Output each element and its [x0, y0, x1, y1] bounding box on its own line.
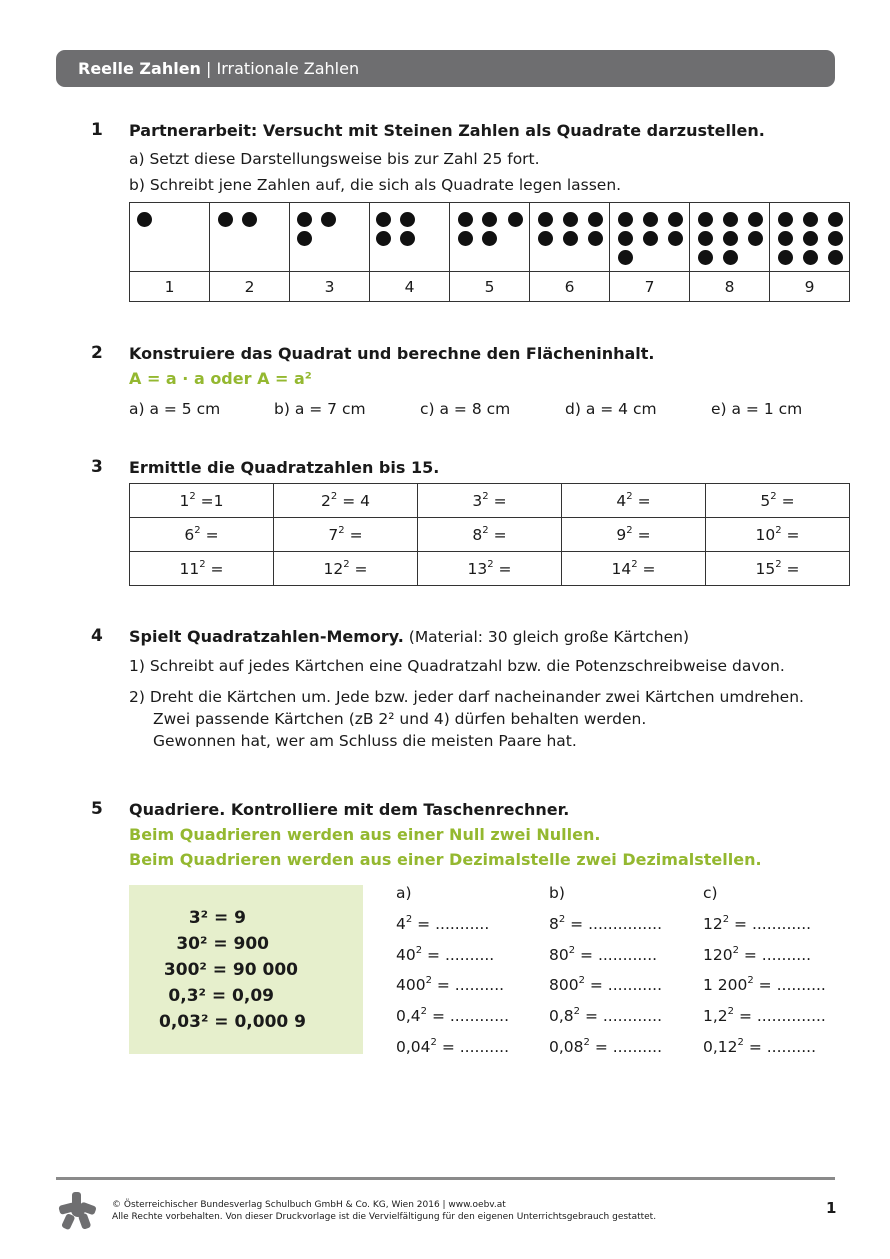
- cell-result: =: [344, 525, 363, 544]
- column-head: c): [703, 884, 718, 902]
- cell-result: =: [632, 491, 651, 510]
- stone: [778, 250, 793, 265]
- stone: [563, 212, 578, 227]
- task3-number: 3: [91, 457, 103, 477]
- cell-result: =: [349, 559, 368, 578]
- stones-label: 4: [370, 272, 450, 302]
- exercise-column-b: [549, 884, 662, 1069]
- examples-list: [129, 908, 311, 1038]
- exercise-column-c: [703, 884, 826, 1069]
- stones-cell-9: [770, 203, 850, 272]
- stones-label: 3: [290, 272, 370, 302]
- example-line: 0,03² = 0,000 9: [159, 1012, 306, 1032]
- cell-exponent: 2: [482, 490, 489, 502]
- task4-item1: 1) Schreibt auf jedes Kärtchen eine Quadratzahl bzw. die Potenzschreibweise davon.: [129, 657, 785, 675]
- footer-copyright: © Österreichischer Bundesverlag Schulbuch GmbH & Co. KG, Wien 2016 | www.oebv.at: [112, 1200, 506, 1210]
- footer-rights: Alle Rechte vorbehalten. Von dieser Druckvorlage ist die Vervielfältigung für den eigenen Unterrichtsgebrauch gestattet.: [112, 1212, 657, 1222]
- cell-base: 9: [616, 525, 627, 544]
- stone: [643, 231, 658, 246]
- exercise-item: $400^2$ = ..........: [396, 975, 505, 995]
- table-row: [130, 518, 850, 552]
- table-row: [130, 552, 850, 586]
- exercise-item: $800^2$ = ...........: [549, 975, 663, 995]
- task2-number: 2: [91, 343, 103, 363]
- table-cell: [274, 518, 418, 552]
- stones-cell-4: [370, 203, 450, 272]
- example-line: 30² = 900: [176, 934, 269, 954]
- task2-formula: A = a · a oder A = a²: [129, 369, 312, 388]
- exercise-item: $0,4^2$ = ............: [396, 1006, 509, 1026]
- stone: [538, 212, 553, 227]
- stone: [828, 231, 843, 246]
- task5-rule1: Beim Quadrieren werden aus einer Null zwei Nullen.: [129, 825, 601, 844]
- table-cell: [706, 518, 850, 552]
- stone: [538, 231, 553, 246]
- task1-b: b) Schreibt jene Zahlen auf, die sich als Quadrate legen lassen.: [129, 176, 622, 194]
- table-cell: [418, 552, 562, 586]
- table-cell: [562, 518, 706, 552]
- cell-exponent: 2: [194, 524, 201, 536]
- cell-result: =: [200, 525, 219, 544]
- stone: [698, 212, 713, 227]
- exercise-item: $8^2$ = ...............: [549, 913, 662, 933]
- stones-cell-1: [130, 203, 210, 272]
- task3-title: Ermittle die Quadratzahlen bis 15.: [129, 458, 440, 477]
- task2-item-d: d) a = 4 cm: [565, 400, 657, 418]
- stone: [297, 212, 312, 227]
- stone: [698, 250, 713, 265]
- cell-result: =1: [195, 491, 224, 510]
- cell-result: =: [488, 525, 507, 544]
- task5-number: 5: [91, 799, 103, 819]
- task1-title: Partnerarbeit: Versucht mit Steinen Zahlen als Quadrate darzustellen.: [129, 121, 765, 140]
- stones-label-row: [130, 272, 850, 302]
- stones-cell-2: [210, 203, 290, 272]
- stone: [321, 212, 336, 227]
- stone: [458, 231, 473, 246]
- task1-a: a) Setzt diese Darstellungsweise bis zur Zahl 25 fort.: [129, 150, 540, 168]
- stone: [588, 212, 603, 227]
- stone: [668, 212, 683, 227]
- table-cell: [130, 552, 274, 586]
- table-cell: [274, 484, 418, 518]
- stones-label: 1: [130, 272, 210, 302]
- cell-base: 4: [616, 491, 627, 510]
- cell-exponent: 2: [487, 558, 494, 570]
- stone: [218, 212, 233, 227]
- exercise-item: $80^2$ = ............: [549, 944, 658, 964]
- stone: [723, 212, 738, 227]
- example-line: 300² = 90 000: [163, 960, 298, 980]
- cell-base: 5: [760, 491, 771, 510]
- exercise-item: $40^2$ = ..........: [396, 944, 495, 964]
- header-separator: |: [206, 59, 212, 78]
- stones-row: [130, 203, 850, 272]
- cell-base: 7: [328, 525, 339, 544]
- table-row: [130, 484, 850, 518]
- stones-label: 7: [610, 272, 690, 302]
- task4-title: Spielt Quadratzahlen-Memory.: [129, 627, 404, 646]
- stone: [828, 250, 843, 265]
- table-cell: [706, 552, 850, 586]
- task2-item-c: c) a = 8 cm: [420, 400, 511, 418]
- exercise-item: $0,08^2$ = ..........: [549, 1036, 663, 1056]
- stone: [400, 231, 415, 246]
- cell-base: 12: [323, 559, 344, 578]
- cell-result: =: [637, 559, 656, 578]
- stone: [508, 212, 523, 227]
- cell-exponent: 2: [343, 558, 350, 570]
- cell-base: 6: [184, 525, 195, 544]
- table-cell: [562, 484, 706, 518]
- cell-exponent: 2: [770, 490, 777, 502]
- cell-exponent: 2: [338, 524, 345, 536]
- stone: [748, 231, 763, 246]
- stone: [400, 212, 415, 227]
- task5-title: Quadriere. Kontrolliere mit dem Taschenrechner.: [129, 800, 570, 819]
- stones-label: 2: [210, 272, 290, 302]
- stones-label: 6: [530, 272, 610, 302]
- stone: [618, 212, 633, 227]
- cell-result: =: [493, 559, 512, 578]
- stone: [458, 212, 473, 227]
- task2-item-a: a) a = 5 cm: [129, 400, 221, 418]
- example-line: 0,3² = 0,09: [168, 986, 274, 1006]
- stones-table: [129, 202, 850, 302]
- stone: [242, 212, 257, 227]
- page-number: 1: [826, 1199, 837, 1217]
- stones-cell-8: [690, 203, 770, 272]
- stones-cell-7: [610, 203, 690, 272]
- examples-box: [129, 885, 363, 1054]
- cell-result: = 4: [337, 491, 370, 510]
- cell-base: 13: [467, 559, 488, 578]
- cell-exponent: 2: [631, 558, 638, 570]
- exercise-column-a: [396, 884, 509, 1069]
- stone: [803, 212, 818, 227]
- stone: [376, 231, 391, 246]
- cell-base: 1: [179, 491, 190, 510]
- cell-exponent: 2: [482, 524, 489, 536]
- stone: [778, 212, 793, 227]
- cell-base: 11: [179, 559, 200, 578]
- cell-exponent: 2: [626, 490, 633, 502]
- stone: [482, 212, 497, 227]
- column-head: a): [396, 884, 412, 902]
- stone: [723, 250, 738, 265]
- stone: [618, 231, 633, 246]
- stone: [668, 231, 683, 246]
- stone: [748, 212, 763, 227]
- table-cell: [418, 518, 562, 552]
- task4-number: 4: [91, 626, 103, 646]
- publisher-logo-icon: [56, 1190, 100, 1230]
- stones-cell-5: [450, 203, 530, 272]
- stone: [563, 231, 578, 246]
- exercise-item: $0,8^2$ = ............: [549, 1006, 662, 1026]
- cell-result: =: [781, 525, 800, 544]
- task4-item2-line2: Zwei passende Kärtchen (zB 2² und 4) dürfen behalten werden.: [153, 710, 647, 728]
- stones-label: 9: [770, 272, 850, 302]
- table-cell: [130, 518, 274, 552]
- stone: [376, 212, 391, 227]
- cell-base: 14: [611, 559, 632, 578]
- table-cell: [706, 484, 850, 518]
- task4-item2-line1: 2) Dreht die Kärtchen um. Jede bzw. jeder darf nacheinander zwei Kärtchen umdrehen.: [129, 688, 804, 706]
- example-line: 3² = 9: [188, 908, 246, 928]
- exercise-item: $120^2$ = ..........: [703, 944, 812, 964]
- stone: [618, 250, 633, 265]
- stone: [588, 231, 603, 246]
- squares-table: [129, 483, 850, 586]
- cell-exponent: 2: [775, 558, 782, 570]
- stone: [137, 212, 152, 227]
- footer-divider: [56, 1177, 835, 1180]
- table-cell: [562, 552, 706, 586]
- stones-cell-6: [530, 203, 610, 272]
- cell-base: 3: [472, 491, 483, 510]
- task4-item2-line3: Gewonnen hat, wer am Schluss die meisten Paare hat.: [153, 732, 577, 750]
- task5-rule2: Beim Quadrieren werden aus einer Dezimalstelle zwei Dezimalstellen.: [129, 850, 762, 869]
- task2-item-e: e) a = 1 cm: [711, 400, 803, 418]
- stone: [803, 250, 818, 265]
- stone: [643, 212, 658, 227]
- exercise-item: $4^2$ = ...........: [396, 913, 490, 933]
- cell-result: =: [781, 559, 800, 578]
- cell-exponent: 2: [775, 524, 782, 536]
- table-cell: [130, 484, 274, 518]
- exercise-item: $0,04^2$ = ..........: [396, 1036, 510, 1056]
- page-header: [56, 50, 835, 87]
- cell-result: =: [776, 491, 795, 510]
- stones-cell-3: [290, 203, 370, 272]
- cell-result: =: [488, 491, 507, 510]
- exercise-item: $12^2$ = ............: [703, 913, 812, 933]
- stone: [482, 231, 497, 246]
- cell-base: 10: [755, 525, 776, 544]
- stone: [778, 231, 793, 246]
- exercise-item: $0,12^2$ = ..........: [703, 1036, 817, 1056]
- table-cell: [274, 552, 418, 586]
- cell-exponent: 2: [189, 490, 196, 502]
- stone: [297, 231, 312, 246]
- task2-title: Konstruiere das Quadrat und berechne den Flächeninhalt.: [129, 344, 655, 363]
- task4-heading: [129, 627, 689, 646]
- cell-exponent: 2: [626, 524, 633, 536]
- cell-result: =: [205, 559, 224, 578]
- cell-base: 8: [472, 525, 483, 544]
- task2-item-b: b) a = 7 cm: [274, 400, 366, 418]
- cell-base: 15: [755, 559, 776, 578]
- header-topic: Reelle Zahlen: [78, 59, 201, 78]
- stones-label: 5: [450, 272, 530, 302]
- stone: [828, 212, 843, 227]
- column-head: b): [549, 884, 565, 902]
- task4-material: (Material: 30 gleich große Kärtchen): [408, 628, 690, 646]
- cell-result: =: [632, 525, 651, 544]
- exercise-item: 1 $200^2$ = ..........: [703, 975, 826, 995]
- stone: [803, 231, 818, 246]
- exercise-item: $1,2^2$ = ..............: [703, 1006, 826, 1026]
- stone: [723, 231, 738, 246]
- stone: [698, 231, 713, 246]
- header-subtopic: Irrationale Zahlen: [216, 59, 360, 78]
- task1-number: 1: [91, 120, 103, 140]
- cell-exponent: 2: [199, 558, 206, 570]
- cell-base: 2: [321, 491, 331, 510]
- table-cell: [418, 484, 562, 518]
- stones-label: 8: [690, 272, 770, 302]
- cell-exponent: 2: [330, 490, 338, 502]
